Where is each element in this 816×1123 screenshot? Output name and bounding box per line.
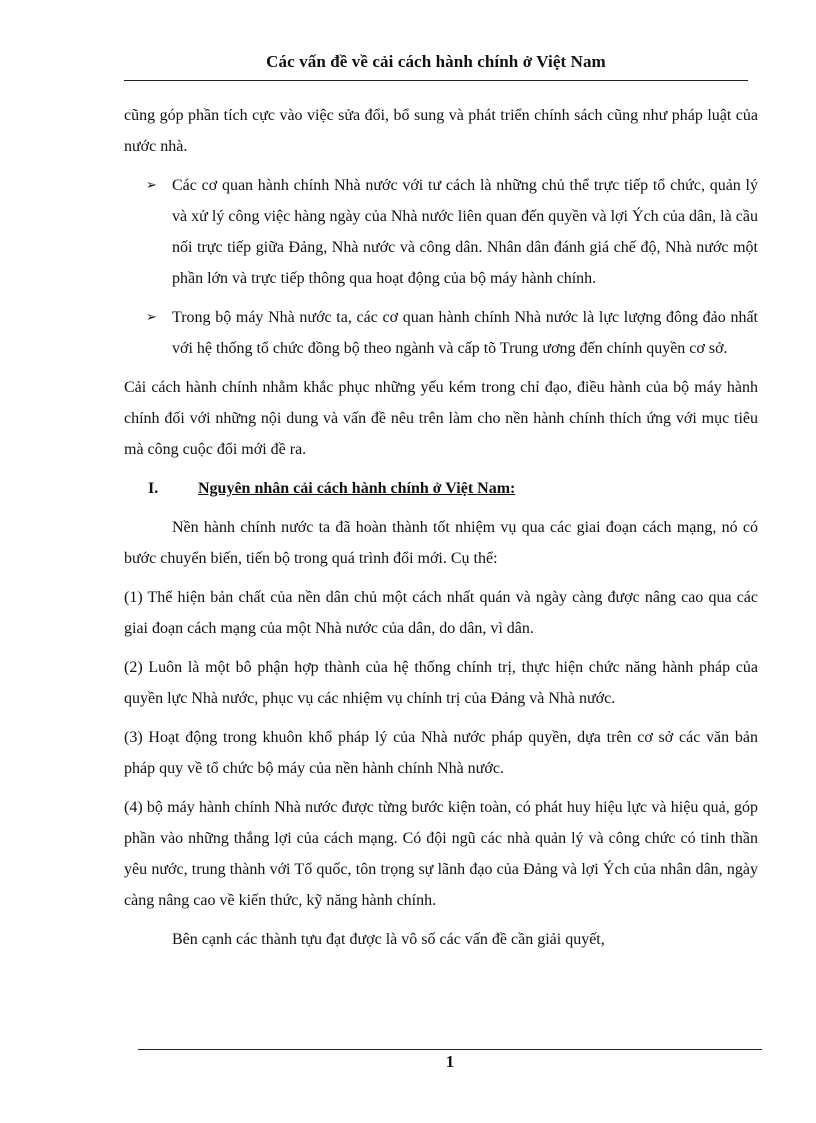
arrow-bullet-icon: ➢ [146, 178, 157, 193]
bullet-text: Các cơ quan hành chính Nhà nước với tư cách là những chủ thể trực tiếp tổ chức, quản lý và xử lý công việc hàng ngày của Nhà nước liên quan đến quyền và lợi Ých của dân, là cầu nối trực tiếp giữa Đảng, Nhà nước và công dân. Nhân dân đánh giá chế độ, Nhà nước một phần lớn và trực tiếp thông qua hoạt động của bộ máy hành chính. [172, 177, 758, 287]
point-paragraph-3: (3) Hoạt động trong khuôn khổ pháp lý của Nhà nước pháp quyền, dựa trên cơ sở các văn bản pháp quy về tổ chức bộ máy của nền hành chính Nhà nước. [124, 729, 758, 777]
point-paragraph-4: (4) bộ máy hành chính Nhà nước được từng bước kiện toàn, có phát huy hiệu lực và hiệu quả, góp phần vào những thắng lợi của cách mạng. Có đội ngũ các nhà quản lý và công chức có tinh thần yêu nước, trung thành với Tổ quốc, tôn trọng sự lãnh đạo của Đảng và lợi Ých của nhân dân, ngày càng nâng cao về kiến thức, kỹ năng hành chính. [124, 799, 758, 909]
section-number: I. [148, 480, 159, 497]
bullet-item-1 [124, 170, 758, 294]
bullet-item-2 [124, 302, 758, 364]
footer-divider [138, 1049, 762, 1050]
section-heading [124, 473, 758, 504]
section-title: Nguyên nhân cải cách hành chính ở Việt Nam: [198, 480, 516, 497]
section-intro-paragraph: Nền hành chính nước ta đã hoàn thành tốt nhiệm vụ qua các giai đoạn cách mạng, nó có bước chuyển biến, tiến bộ trong quá trình đổi mới. Cụ thể: [124, 519, 758, 567]
page-header-title: Các vấn đề về cải cách hành chính ở Việt Nam [266, 52, 606, 71]
point-paragraph-1: (1) Thể hiện bản chất của nền dân chủ một cách nhất quán và ngày càng được nâng cao qua các giai đoạn cách mạng của một Nhà nước của dân, do dân, vì dân. [124, 589, 758, 637]
intro-continuation-paragraph: cũng góp phần tích cực vào việc sửa đổi, bổ sung và phát triển chính sách cũng như pháp luật của nước nhà. [124, 107, 758, 155]
header-divider [124, 80, 748, 81]
bullet-text: Trong bộ máy Nhà nước ta, các cơ quan hành chính Nhà nước là lực lượng đông đảo nhất với hệ thống tổ chức đồng bộ theo ngành và cấp tõ Trung ương đến chính quyền cơ sở. [172, 309, 758, 357]
point-paragraph-2: (2) Luôn là một bô phận hợp thành của hệ thống chính trị, thực hiện chức năng hành pháp của quyền lực Nhà nước, phục vụ các nhiệm vụ chính trị của Đảng và Nhà nước. [124, 659, 758, 707]
page-number: 1 [445, 1052, 455, 1071]
arrow-bullet-icon: ➢ [146, 310, 157, 325]
summary-paragraph: Cải cách hành chính nhằm khắc phục những yếu kém trong chỉ đạo, điều hành của bộ máy hành chính đối với những nội dung và vấn đề nêu trên làm cho nền hành chính thích ứng với mục tiêu mà công cuộc đổi mới đề ra. [124, 379, 758, 458]
document-body [124, 100, 758, 963]
closing-paragraph: Bên cạnh các thành tựu đạt được là vô số các vấn đề cần giải quyết, [172, 931, 605, 948]
